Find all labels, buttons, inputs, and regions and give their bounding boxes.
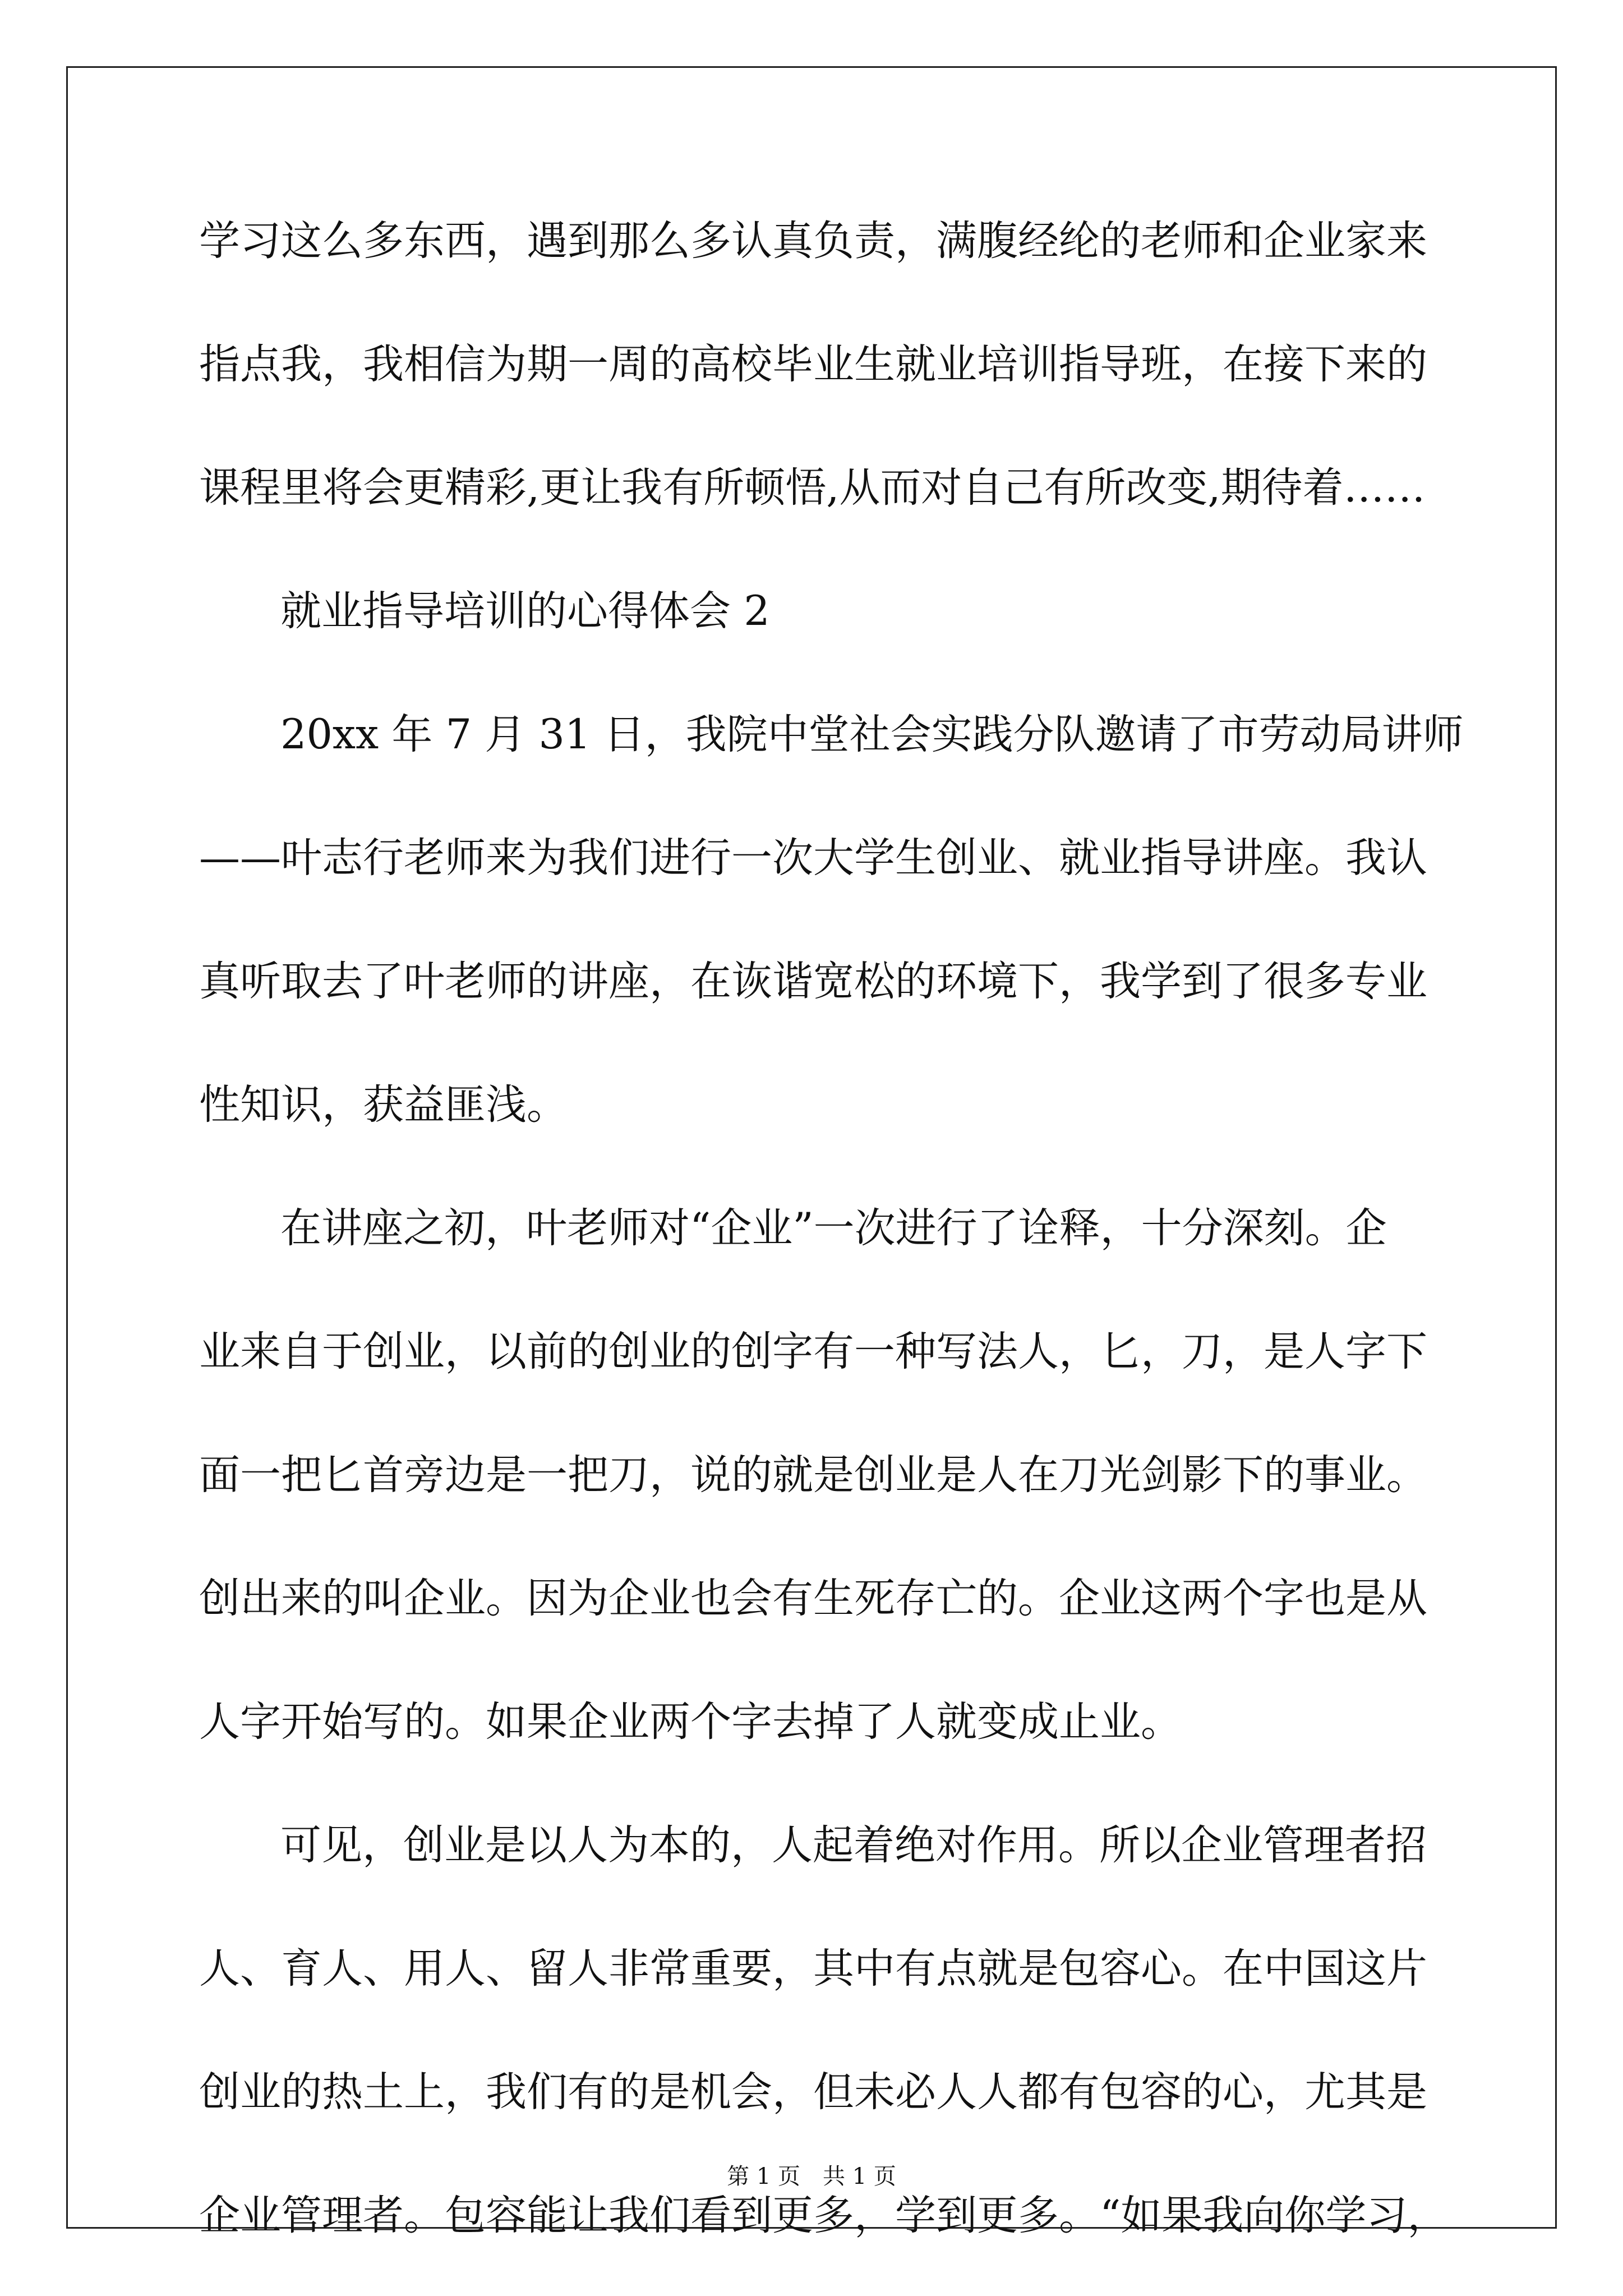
text-line-5: 20xx 年 7 月 31 日，我院中堂社会实践分队邀请了市劳动局讲师 — [280, 711, 1464, 758]
text-line-7: 真听取去了叶老师的讲座，在诙谐宽松的环境下，我学到了很多专业 — [199, 958, 1427, 1005]
page-footer — [0, 2161, 1623, 2192]
section-heading: 就业指导培训的心得体会 2 — [280, 587, 770, 635]
text-line-14: 可见，创业是以人为本的，人起着绝对作用。所以企业管理者招 — [280, 1821, 1427, 1869]
text-line-16: 创业的热土上，我们有的是机会，但未必人人都有包容的心，尤其是 — [199, 2068, 1427, 2116]
text-line-12: 创出来的叫企业。因为企业也会有生死存亡的。企业这两个字也是从 — [199, 1575, 1427, 1622]
text-line-11: 面一把匕首旁边是一把刀，说的就是创业是人在刀光剑影下的事业。 — [199, 1451, 1427, 1499]
text-line-6: ——叶志行老师来为我们进行一次大学生创业、就业指导讲座。我认 — [199, 834, 1427, 882]
text-line-1: 学习这么多东西，遇到那么多认真负责，满腹经纶的老师和企业家来 — [199, 217, 1427, 265]
text-line-2: 指点我，我相信为期一周的高校毕业生就业培训指导班，在接下来的 — [199, 341, 1427, 388]
text-line-15: 人、育人、用人、留人非常重要，其中有点就是包容心。在中国这片 — [199, 1945, 1427, 1993]
text-line-8: 性知识，获益匪浅。 — [199, 1081, 568, 1129]
text-line-17: 企业管理者。包容能让我们看到更多，学到更多。“如果我向你学习， — [199, 2192, 1449, 2239]
text-line-9: 在讲座之初，叶老师对“企业”一次进行了诠释，十分深刻。企 — [280, 1204, 1387, 1252]
text-line-13: 人字开始写的。如果企业两个字去掉了人就变成止业。 — [199, 1698, 1182, 1746]
text-line-10: 业来自于创业，以前的创业的创字有一种写法人，匕，刀，是人字下 — [199, 1328, 1427, 1375]
page-number: 第 1 页 — [727, 2164, 800, 2189]
page-total: 共 1 页 — [823, 2164, 896, 2189]
text-line-3: 课程里将会更精彩,更让我有所顿悟,从而对自己有所改变,期待着…… — [199, 464, 1426, 512]
